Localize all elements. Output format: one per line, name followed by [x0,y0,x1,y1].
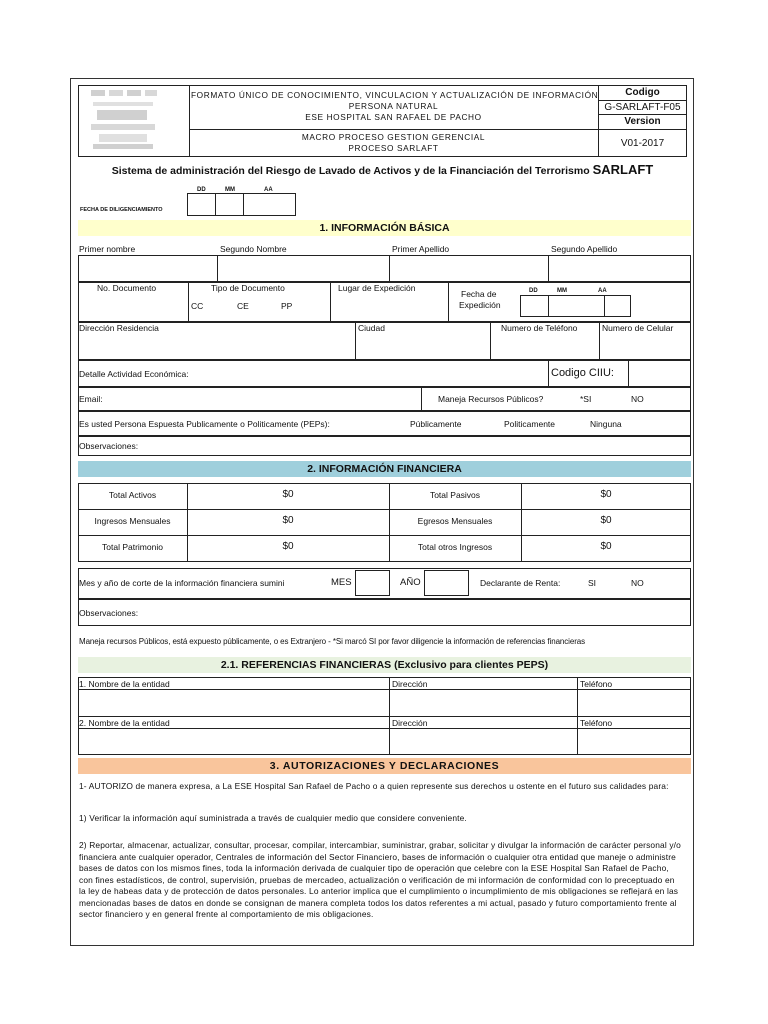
autorizo-paragraph: 1- AUTORIZO de manera expresa, a La ESE Hospital San Rafael de Pacho o a quien represente sus derechos u ostente en el futuro sus calidades para: [79,781,669,791]
anio-input[interactable] [424,570,469,596]
detalle-actividad-label: Detalle Actividad Económica: [79,369,189,379]
macro-process-line2: PROCESO SARLAFT [348,143,439,153]
maneja-recursos-label: Maneja Recursos Públicos? [438,394,544,404]
entidad2-label: 2. Nombre de la entidad [79,718,170,728]
observaciones2-row[interactable] [78,599,691,626]
fecha-mm-label: MM [225,187,235,193]
exp-mm-label: MM [557,288,567,294]
referencias-note: Maneja recursos Públicos, está expuesto públicamente, o es Extranjero - *Si marcó SI por favor diligencie la información de referencias financieras [79,637,586,646]
observaciones-row[interactable] [78,436,691,456]
codigo-ciiu-label: Codigo CIIU: [551,367,614,379]
exp-dd-label: DD [529,288,538,294]
fecha-aa-label: AA [264,187,273,193]
observaciones-label: Observaciones: [79,441,139,451]
egresos-mensuales-label: Egresos Mensuales [417,516,493,526]
fecha-aa-input[interactable] [243,193,296,216]
mes-input[interactable] [355,570,390,596]
form-page [70,78,694,946]
exp-dd-input[interactable] [520,295,549,317]
macro-process-line1: MACRO PROCESO GESTION GERENCIAL [301,132,486,142]
peps-politicamente[interactable]: Politicamente [504,419,556,429]
fecha-mm-input[interactable] [215,193,244,216]
codigo-label: Codigo [625,87,660,98]
total-activos-value[interactable]: $0 [282,489,294,500]
numero-telefono-label: Numero de Teléfono [501,323,578,333]
corte-label: Mes y año de corte de la información financiera sumini [79,578,285,588]
ingresos-mensuales-value[interactable]: $0 [282,515,294,526]
ciudad-label: Ciudad [358,323,385,333]
numero-celular-label: Numero de Celular [602,323,674,333]
hospital-logo [89,88,159,152]
verificar-paragraph: 1) Verificar la información aquí suministrada a través de cualquier medio que considere conveniente. [79,813,467,823]
declarante-si[interactable]: SI [588,578,597,588]
direccion1-label: Dirección [392,679,428,689]
form-title-line2: PERSONA NATURAL [348,101,439,111]
ingresos-mensuales-label: Ingresos Mensuales [94,516,171,526]
section21-header: 2.1. REFERENCIAS FINANCIERAS (Exclusivo para clientes PEPS) [78,657,691,673]
email-row [78,387,691,411]
maneja-recursos-si[interactable]: *SI [580,394,592,404]
email-label: Email: [79,394,103,404]
segundo-nombre-label: Segundo Nombre [220,244,287,254]
fecha-de-label: Fecha de [461,289,497,299]
expedicion-label: Expedición [459,300,501,310]
section1-header: 1. INFORMACIÓN BÁSICA [78,220,691,236]
total-pasivos-label: Total Pasivos [429,490,481,500]
system-title [78,163,687,177]
names-input-row [78,255,691,282]
exp-aa-input[interactable] [604,295,631,317]
peps-question: Es usted Persona Espuesta Publicamente o Politicamente (PEPs): [79,419,330,429]
fecha-dd-input[interactable] [187,193,216,216]
egresos-mensuales-value[interactable]: $0 [600,515,612,526]
total-pasivos-value[interactable]: $0 [600,489,612,500]
peps-publicamente[interactable]: Públicamente [410,419,462,429]
total-otros-ingresos-label: Total otros Ingresos [417,542,493,552]
primer-nombre-label: Primer nombre [79,244,136,254]
exp-mm-input[interactable] [548,295,605,317]
direccion-residencia-label: Dirección Residencia [79,323,159,333]
tipo-ce[interactable]: CE [237,301,249,311]
lugar-expedicion-label: Lugar de Expedición [338,283,416,293]
telefono2-label: Teléfono [580,718,613,728]
fecha-diligenciamiento-label: FECHA DE DILIGENCIAMIENTO [80,207,163,213]
peps-ninguna[interactable]: Ninguna [590,419,622,429]
total-patrimonio-value[interactable]: $0 [282,541,294,552]
tipo-documento-label: Tipo de Documento [211,283,285,293]
maneja-recursos-no[interactable]: NO [631,394,644,404]
version-label: Version [624,116,661,127]
total-patrimonio-label: Total Patrimonio [102,542,163,552]
no-documento-label: No. Documento [97,283,157,293]
tipo-cc[interactable]: CC [191,301,204,311]
system-title-acronym: SARLAFT [592,162,654,177]
observaciones2-label: Observaciones: [79,608,139,618]
anio-label: AÑO [400,577,421,588]
entidad1-label: 1. Nombre de la entidad [79,679,170,689]
form-title-line3: ESE HOSPITAL SAN RAFAEL DE PACHO [305,112,482,122]
section3-header: 3. AUTORIZACIONES Y DECLARACIONES [78,758,691,774]
declarante-label: Declarante de Renta: [480,578,561,588]
tipo-pp[interactable]: PP [281,301,293,311]
fecha-dd-label: DD [197,187,206,193]
mes-label: MES [331,577,352,588]
version-value: V01-2017 [620,138,665,149]
primer-apellido-label: Primer Apellido [392,244,450,254]
form-title-line1: FORMATO ÚNICO DE CONOCIMIENTO, VINCULACION Y ACTUALIZACIÓN DE INFORMACIÓN [191,90,599,100]
declarante-no[interactable]: NO [631,578,644,588]
segundo-apellido-label: Segundo Apellido [551,244,618,254]
total-activos-label: Total Activos [108,490,157,500]
exp-aa-label: AA [598,288,607,294]
total-otros-ingresos-value[interactable]: $0 [600,541,612,552]
telefono1-label: Teléfono [580,679,613,689]
reportar-paragraph: 2) Reportar, almacenar, actualizar, consultar, procesar, compilar, intercambiar, suministrar, grabar, solicitar y divulgar la información de carácter personal y/o financiera ante cualquier operador, Centrales de información del Sector Financiero, bases de información o cualquier otra entidad que maneje o administre bases de datos con los mismos fines, toda la información derivada de cualquier tipo de operación que celebre con la ESE Hospital San Rafael de Pacho, con fines estadísticos, de control, supervisión, pruebas de mercadeo, actualización o verificación de mi información de conformidad con lo preceptuado en la ley de habeas data y de protección de datos personales. Lo anterior implica que el cumplimiento o incumplimiento de mis obligaciones se reflejará en las mencionadas bases de datos en donde se consignan de manera completa todos los datos referentes a mi actual, pasado y futuro comportamiento frente al sector financiero y en general frente al comportamiento de mis obligaciones. [79,840,681,919]
system-title-text: Sistema de administración del Riesgo de Lavado de Activos y de la Financiación del Terrorismo [111,165,590,177]
direccion2-label: Dirección [392,718,428,728]
codigo-value: G-SARLAFT-F05 [604,102,681,113]
section2-header: 2. INFORMACIÓN FINANCIERA [78,461,691,477]
